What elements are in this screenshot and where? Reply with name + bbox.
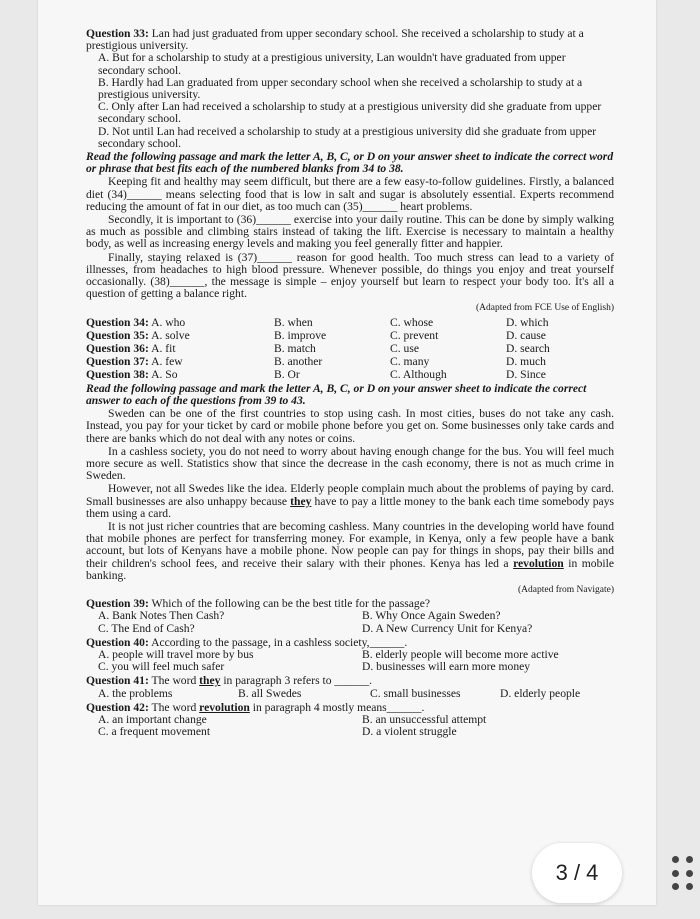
option-a: A. an important change bbox=[98, 712, 207, 726]
option-b: B. Hardly had Lan graduated from upper secondary school when she received a scholarship to study at a prestigious university. bbox=[98, 75, 583, 102]
q39-options bbox=[98, 610, 614, 634]
option-c: C. The End of Cash? bbox=[98, 621, 195, 635]
option-b: B. elderly people will become more active bbox=[362, 647, 559, 661]
instruction-39-43: Read the following passage and mark the letter A, B, C, or D on your answer sheet to indicate the correct answer to each of the questions from 39 to 43. bbox=[86, 381, 587, 407]
cloze-row-label: Question 38: A. So bbox=[86, 368, 178, 382]
passage1-source: (Adapted from FCE Use of English) bbox=[476, 303, 614, 314]
option-c: C. Only after Lan had received a scholarship to study at a prestigious university did she graduate from upper secondary school. bbox=[98, 100, 602, 126]
question-41: Question 41: The word they in paragraph 3 refers to ______. bbox=[86, 674, 373, 688]
cloze-option: B. match bbox=[274, 342, 316, 356]
q41-options bbox=[98, 688, 614, 700]
option-b: B. an unsuccessful attempt bbox=[362, 712, 487, 726]
option-d: D. A New Currency Unit for Kenya? bbox=[362, 621, 533, 635]
cloze-option: D. search bbox=[506, 342, 550, 356]
q40-options bbox=[98, 649, 614, 673]
cloze-option: C. Although bbox=[390, 368, 447, 382]
cloze-option: D. much bbox=[506, 355, 546, 369]
document-content bbox=[86, 26, 614, 738]
option-d: D. a violent struggle bbox=[362, 725, 457, 739]
passage2-paragraph-4: It is not just richer countries that are becoming cashless. Many countries in the developing world have found that mobile phones are perfect for transferring money. For example, in Kenya, only a few people have a bank account, but lots of Kenyans have a mobile phone. Now people can pay for things in shops, pay their bills and their children's school fees, and receive their salary with their phones. Kenya has led a revolution in mobile banking. bbox=[86, 519, 614, 582]
option-b: B. Why Once Again Sweden? bbox=[362, 609, 501, 623]
cloze-row-label: Question 35: A. solve bbox=[86, 328, 190, 342]
cloze-row-label: Question 36: A. fit bbox=[86, 342, 176, 356]
option-a: A. But for a scholarship to study at a prestigious university, Lan wouldn't have graduated from upper secondary school. bbox=[98, 51, 566, 77]
passage2-paragraph-2: In a cashless society, you do not need to worry about having enough change for the bus. You will feel much more secure as well. Statistics show that since the decrease in the cash economy, there is not as much crime in Sweden. bbox=[86, 444, 614, 483]
passage1-paragraph-1: Keeping fit and healthy may seem difficult, but there are a few easy-to-follow guidelines. Firstly, a balanced diet (34)______ means selecting food that is low in salt and sugar is absolutely essential. Experts recommend reducing the amount of fat in our diet, as too much can (35)______ heart problems. bbox=[86, 175, 614, 213]
underlined-word: revolution bbox=[513, 556, 564, 570]
question-40: Question 40: According to the passage, in a cashless society,______. bbox=[86, 635, 408, 649]
option-c: C. you will feel much safer bbox=[98, 660, 225, 674]
passage2-source: (Adapted from Navigate) bbox=[517, 584, 614, 595]
option-c: C. small businesses bbox=[370, 686, 461, 700]
cloze-option: B. when bbox=[274, 315, 313, 329]
cloze-answers bbox=[86, 317, 614, 382]
option-a: A. Bank Notes Then Cash? bbox=[98, 609, 225, 623]
cloze-option: C. use bbox=[390, 342, 419, 356]
dot bbox=[672, 870, 679, 877]
question-stem: Lan had just graduated from upper secondary school. She received a scholarship to study at a prestigious university. bbox=[86, 27, 584, 53]
cloze-option: B. another bbox=[274, 355, 323, 369]
dot bbox=[686, 883, 693, 890]
cloze-option: B. Or bbox=[274, 368, 300, 382]
option-d: D. Not until Lan had received a scholarship to study at a prestigious university did she graduate from upper secondary school. bbox=[98, 124, 597, 150]
dot bbox=[686, 870, 693, 877]
question-33 bbox=[86, 28, 614, 52]
question-42: Question 42: The word revolution in paragraph 4 mostly means______. bbox=[86, 700, 425, 714]
option-d: D. businesses will earn more money bbox=[362, 660, 531, 674]
option-c: C. a frequent movement bbox=[98, 725, 211, 739]
passage2-paragraph-3: However, not all Swedes like the idea. Elderly people complain much about the problems of paying by card. Small businesses are also unhappy because they have to pay a little money to the bank each time somebody pays them using a card. bbox=[86, 482, 614, 520]
dot bbox=[672, 856, 679, 863]
option-d: D. elderly people bbox=[500, 686, 581, 700]
cloze-option: D. Since bbox=[506, 368, 546, 382]
option-a: A. people will travel more by bus bbox=[98, 647, 254, 661]
underlined-word: they bbox=[199, 674, 221, 688]
cloze-option: D. which bbox=[506, 315, 549, 329]
cloze-option: D. cause bbox=[506, 328, 546, 342]
cloze-option: C. whose bbox=[390, 315, 434, 329]
dot bbox=[686, 856, 693, 863]
underlined-word: revolution bbox=[199, 700, 250, 714]
q42-options bbox=[98, 714, 614, 738]
dot bbox=[672, 883, 679, 890]
more-dots-icon[interactable] bbox=[672, 856, 694, 892]
page-indicator: 3 / 4 bbox=[532, 843, 622, 903]
underlined-word: they bbox=[290, 494, 312, 508]
option-a: A. the problems bbox=[98, 686, 173, 700]
cloze-option: C. many bbox=[390, 355, 430, 369]
cloze-option: C. prevent bbox=[390, 328, 439, 342]
question-label: Question 33: bbox=[86, 27, 149, 40]
passage2-paragraph-1: Sweden can be one of the first countries to stop using cash. In most cities, buses do not take any cash. Instead, you pay for your ticket by card or mobile phone before you get on. Some businesses only take cards and there are banks which do not deal with any notes or coins. bbox=[86, 407, 614, 445]
cloze-row-label: Question 37: A. few bbox=[86, 355, 183, 369]
option-b: B. all Swedes bbox=[238, 686, 302, 700]
cloze-row-label: Question 34: A. who bbox=[86, 315, 186, 329]
instruction-34-38: Read the following passage and mark the letter A, B, C, or D on your answer sheet to indicate the correct word or phrase that best fits each of the numbered blanks from 34 to 38. bbox=[86, 150, 614, 176]
passage1-paragraph-2: Secondly, it is important to (36)______ exercise into your daily routine. This can be done by simply walking as much as possible and climbing stairs instead of taking the lift. Exercise is necessary to maintain a healthy body, as well as increasing energy levels and making you feel generally fitter and happier. bbox=[86, 213, 614, 251]
cloze-option: B. improve bbox=[274, 328, 327, 342]
passage1-paragraph-3: Finally, staying relaxed is (37)______ reason for good health. Too much stress can lead to a variety of illnesses, from headaches to high blood pressure. Whenever possible, do things you enjoy and treat yourself occasionally. (38)______, the message is simple – enjoy yourself but learn to respect your body too. It's all a question of getting a balance right. bbox=[86, 250, 614, 301]
question-39: Question 39: Which of the following can be the best title for the passage? bbox=[86, 597, 430, 611]
